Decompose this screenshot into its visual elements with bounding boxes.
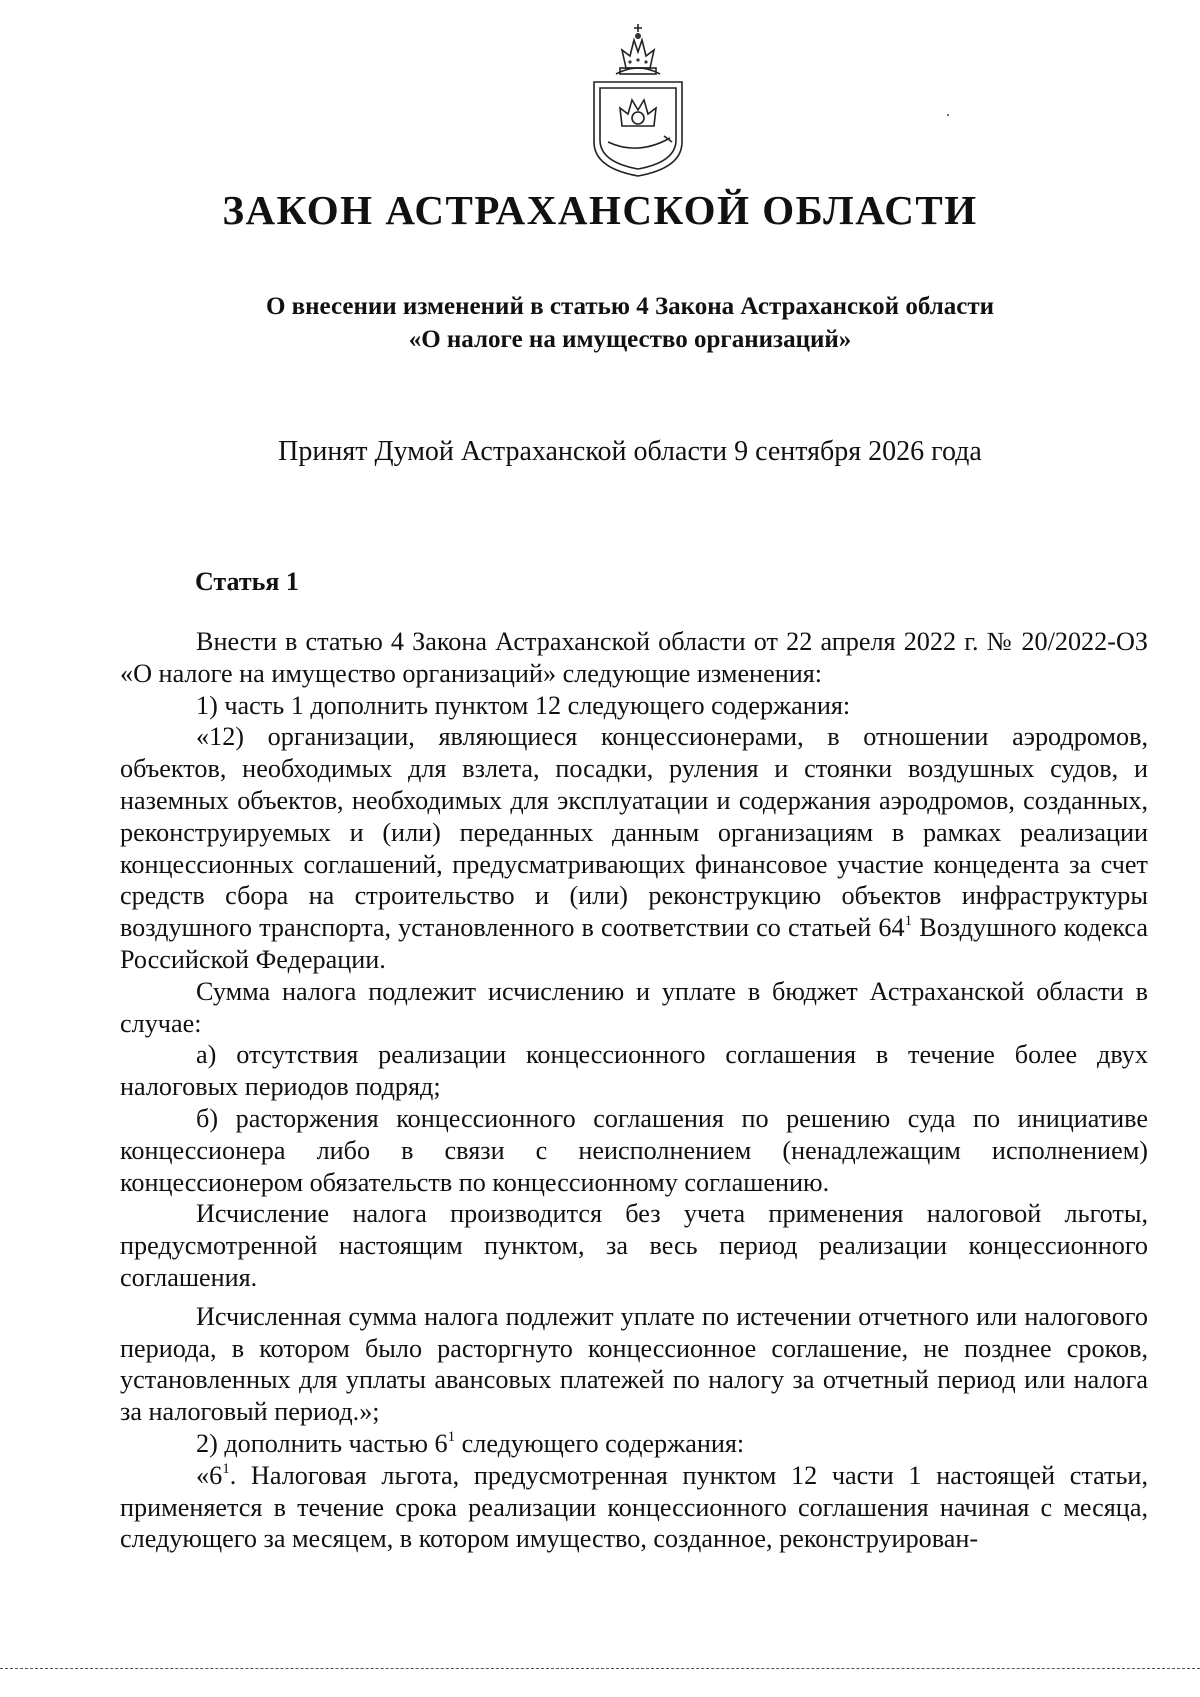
- astrakhan-coat-of-arms-icon: [586, 22, 690, 178]
- paragraph: [120, 1460, 1148, 1555]
- law-subtitle: [120, 290, 1140, 356]
- paragraph-text: 2) дополнить частью 6: [196, 1428, 448, 1458]
- article-heading: Статья 1: [195, 567, 299, 596]
- paragraph-text: Воздушного кодекса Российской Федерации.: [120, 913, 1148, 974]
- paragraph: Внести в статью 4 Закона Астраханской области от 22 апреля 2022 г. № 20/2022-ОЗ «О налоге на имущество организаций» следующие изменения:: [120, 627, 1148, 688]
- paragraph: 1) часть 1 дополнить пунктом 12 следующего содержания:: [196, 690, 851, 720]
- paragraph: [120, 1428, 1148, 1460]
- paragraph-text: «6: [196, 1460, 223, 1490]
- scan-speck: [947, 114, 949, 116]
- paragraph-text: «12) организации, являющиеся концессионерами, в отношении аэродромов, объектов, необходимых для взлета, посадки, руления и стоянки воздушных судов, и наземных объектов, необходимых для эксплуатации и содержания аэродромов, созданных, реконструируемых и (или) переданных данным организациям в рамках реализации концессионных соглашений, предусматривающих финансовое участие концедента за счет средств сбора на строительство и (или) реконструкцию объектов инфраструктуры воздушного транспорта, установленного в соответствии со статьей 64: [120, 722, 1148, 943]
- adoption-statement: Принят Думой Астраханской области 9 сентября 2026 года: [278, 436, 982, 467]
- document-title: ЗАКОН АСТРАХАНСКОЙ ОБЛАСТИ: [222, 187, 978, 233]
- subtitle-line-2: «О налоге на имущество организаций»: [408, 326, 852, 353]
- superscript: 1: [904, 913, 913, 930]
- paragraph: б) расторжения концессионного соглашения по решению суда по инициативе концессионера либо в связи с неисполнением (ненадлежащим исполнением) концессионером обязательств по концессионному соглашению.: [120, 1103, 1148, 1197]
- paragraph: Сумма налога подлежит исчислению и уплате в бюджет Астраханской области в случае:: [120, 976, 1148, 1038]
- paragraph: [120, 721, 1148, 975]
- paragraph-text: следующего содержания:: [455, 1428, 745, 1458]
- paragraph: Исчисленная сумма налога подлежит уплате по истечении отчетного или налогового периода, в котором было расторгнуто концессионное соглашение, не позднее сроков, установленных для уплаты авансовых платежей по налогу за отчетный период или налога за налоговый период.»;: [120, 1301, 1148, 1427]
- superscript: 1: [222, 1460, 230, 1477]
- superscript: 1: [447, 1428, 456, 1445]
- subtitle-line-1: О внесении изменений в статью 4 Закона Астраханской области: [265, 293, 995, 320]
- paragraph: Исчисление налога производится без учета применения налоговой льготы, предусмотренной настоящим пунктом, за весь период реализации концессионного соглашения.: [120, 1199, 1148, 1292]
- page-bottom-divider: [0, 1668, 1200, 1669]
- paragraph: а) отсутствия реализации концессионного соглашения в течение более двух налоговых периодов подряд;: [120, 1040, 1148, 1102]
- paragraph-text: . Налоговая льгота, предусмотренная пунктом 12 части 1 настоящей статьи, применяется в течение срока реализации концессионного соглашения начиная с месяца, следующего за месяцем, в котором имущество, созданное, реконструирован-: [120, 1460, 1148, 1554]
- article-body: [120, 626, 1148, 1555]
- coat-of-arms-emblem: [586, 22, 690, 178]
